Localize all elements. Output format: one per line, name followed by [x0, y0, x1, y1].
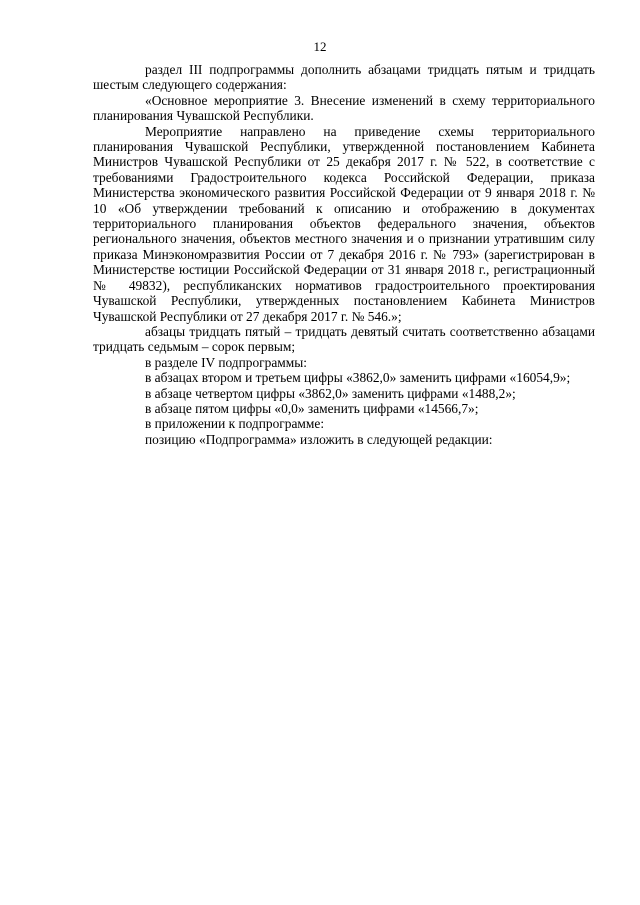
paragraph-amend-second-third: в абзацах втором и третьем цифры «3862,0» заменить цифрами «16054,9»;: [145, 370, 571, 386]
document-body: [93, 62, 595, 447]
paragraph-section-iv: в разделе IV подпрограммы:: [145, 354, 307, 370]
paragraph-section-iii-addition: раздел III подпрограммы дополнить абзацами тридцать пятым и тридцать шестым следующего содержания:: [93, 62, 595, 93]
paragraph-amend-fifth: в абзаце пятом цифры «0,0» заменить цифрами «14566,7»;: [145, 400, 479, 416]
paragraph-position-subprogram: позицию «Подпрограмма» изложить в следующей редакции:: [145, 431, 493, 447]
page-number: 12: [313, 39, 327, 54]
paragraph-main-activity-3: «Основное мероприятие 3. Внесение изменений в схему территориального планирования Чувашской Республики.: [93, 92, 595, 124]
paragraph-amend-fourth: в абзаце четвертом цифры «3862,0» заменить цифрами «1488,2»;: [145, 385, 516, 401]
paragraph-activity-description: Мероприятие направлено на приведение схемы территориального планирования Чувашской Республики, утвержденной постановлением Кабинета Министров Чувашской Республики от 25 декабря 2017 г. № 522, в соответствие с требованиями Градостроительного кодекса Российской Федерации, приказа Министерства экономического развития Российской Федерации от 9 января 2018 г. № 10 «Об утверждении требований к описанию и отображению в документах территориального планирования объектов федерального значения, объектов регионального значения, объектов местного значения и о признании утратившим силу приказа Минэкономразвития России от 7 декабря 2016 г. № 793» (зарегистрирован в Министерстве юстиции Российской Федерации от 31 января 2018 г., регистрационный № 49832), республиканских нормативов градостроительного проектирования Чувашской Республики, утвержденных постановлением Кабинета Министров Чувашской Республики от 27 декабря 2017 г. № 546.»;: [93, 123, 595, 324]
paragraph-renumbering: абзацы тридцать пятый – тридцать девятый считать соответственно абзацами тридцать седьмым – сорок первым;: [93, 323, 595, 355]
paragraph-appendix: в приложении к подпрограмме:: [145, 416, 325, 432]
